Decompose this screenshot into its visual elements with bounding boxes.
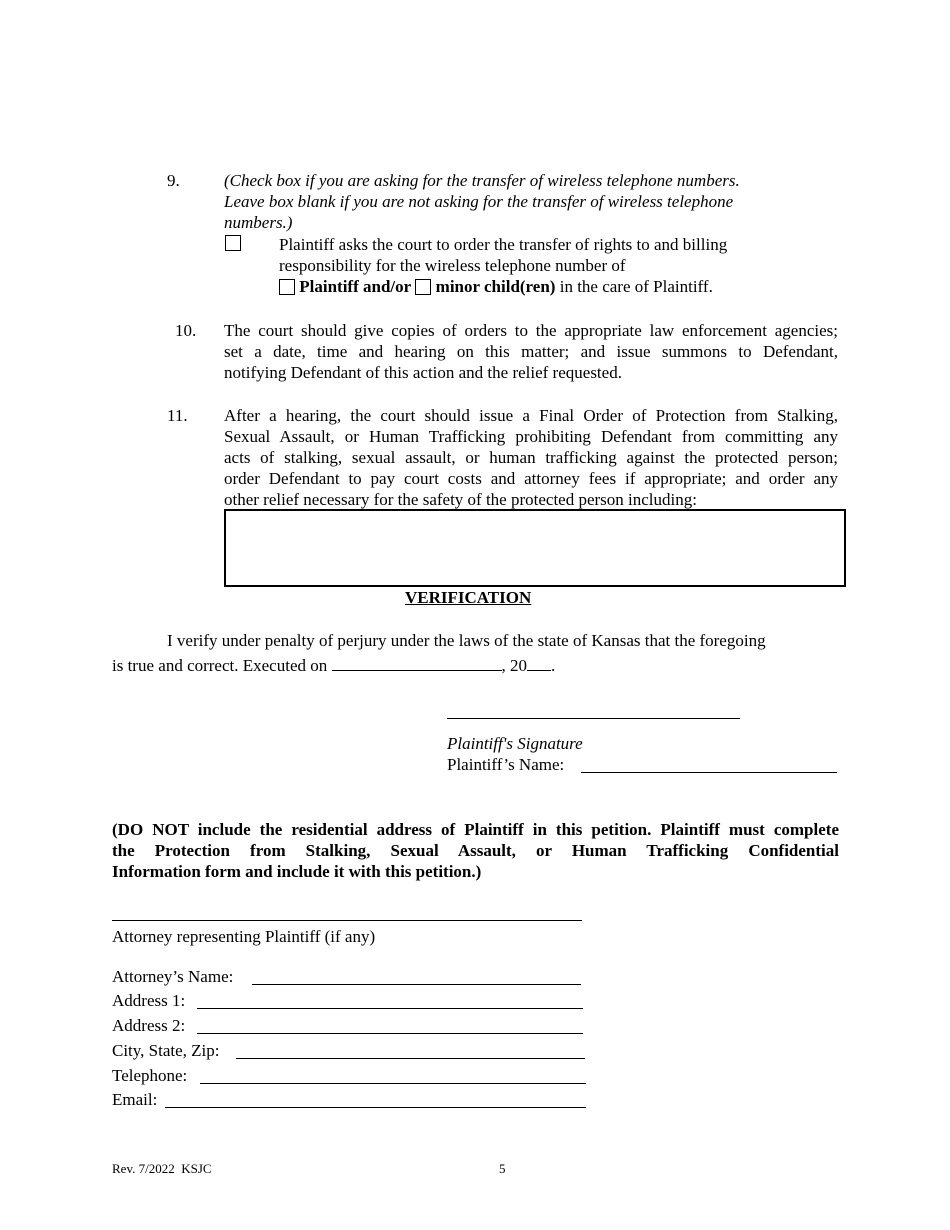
item-11-line: other relief necessary for the safety of the protected person including: [224, 490, 697, 509]
plaintiff-checkbox[interactable] [279, 279, 295, 295]
item-9-number: 9. [167, 171, 180, 190]
telephone-label: Telephone: [112, 1066, 188, 1085]
item-9-instruction-line: Leave box blank if you are not asking for the transfer of wireless telephone [224, 192, 734, 211]
signature-label: Plaintiff's Signature [447, 734, 583, 753]
item-10-number: 10. [175, 321, 197, 340]
telephone-field[interactable] [200, 1067, 586, 1084]
item-11-line: acts of stalking, sexual assault, or human trafficking against the protected person; [224, 448, 838, 467]
executed-year-field[interactable] [527, 655, 551, 671]
page-number: 5 [499, 1161, 506, 1176]
notice-line: (DO NOT include the residential address of Plaintiff in this petition. Plaintiff must complete [112, 820, 839, 839]
address2-label: Address 2: [112, 1016, 186, 1035]
verification-line-1: I verify under penalty of perjury under the laws of the state of Kansas that the foregoing [167, 631, 766, 650]
attorney-caption: Attorney representing Plaintiff (if any) [112, 927, 376, 946]
executed-date-field[interactable] [332, 655, 502, 671]
executed-on-label: is true and correct. Executed on [112, 656, 328, 675]
email-label: Email: [112, 1090, 158, 1109]
minor-children-checkbox[interactable] [415, 279, 431, 295]
notice-line: the Protection from Stalking, Sexual Assault, or Human Trafficking Confidential [112, 841, 839, 860]
address1-label: Address 1: [112, 991, 186, 1010]
option-suffix: in the care of Plaintiff. [559, 277, 713, 296]
attorney-name-label: Attorney’s Name: [112, 967, 234, 986]
item-11-line: Sexual Assault, or Human Trafficking prohibiting Defendant from committing any [224, 427, 838, 446]
item-10-line: notifying Defendant of this action and the relief requested. [224, 363, 622, 382]
city-state-zip-field[interactable] [236, 1042, 585, 1059]
item-11-text [224, 405, 838, 510]
address1-field[interactable] [197, 992, 583, 1009]
item-11-line: order Defendant to pay court costs and attorney fees if appropriate; and order any [224, 469, 838, 488]
plaintiff-name-field[interactable] [581, 756, 837, 773]
item-11-number: 11. [167, 406, 188, 425]
email-field[interactable] [165, 1091, 586, 1108]
other-relief-textbox[interactable] [224, 509, 846, 587]
item-9-instruction-line: numbers.) [224, 213, 293, 232]
item-10-line: The court should give copies of orders to the appropriate law enforcement agencies; [224, 321, 838, 340]
item-9-instruction [224, 170, 838, 233]
item-10-text [224, 320, 838, 383]
item-11-line: After a hearing, the court should issue a Final Order of Protection from Stalking, [224, 406, 838, 425]
item-9-request [279, 234, 839, 297]
attorney-signature-line[interactable] [112, 920, 582, 921]
address2-field[interactable] [197, 1017, 583, 1034]
item-9-request-line: Plaintiff asks the court to order the transfer of rights to and billing [279, 235, 728, 254]
wireless-transfer-checkbox[interactable] [225, 235, 241, 251]
revision-footer: Rev. 7/2022 KSJC [112, 1161, 212, 1176]
confidential-notice [112, 819, 839, 882]
year-prefix: , 20 [501, 656, 527, 675]
plaintiff-option-label: Plaintiff and/or [299, 277, 412, 296]
item-9-request-line: responsibility for the wireless telephone number of [279, 256, 626, 275]
item-9-instruction-line: (Check box if you are asking for the transfer of wireless telephone numbers. [224, 171, 740, 190]
item-9-options [279, 276, 839, 297]
verification-heading: VERIFICATION [405, 588, 532, 607]
item-10-line: set a date, time and hearing on this matter; and issue summons to Defendant, [224, 342, 838, 361]
period: . [551, 656, 556, 675]
verification-line-2 [112, 655, 555, 676]
signature-line[interactable] [447, 718, 740, 719]
notice-line: Information form and include it with this petition.) [112, 862, 482, 881]
city-state-zip-label: City, State, Zip: [112, 1041, 220, 1060]
attorney-name-field[interactable] [252, 968, 581, 985]
minor-children-option-label: minor child(ren) [435, 277, 556, 296]
plaintiff-name-label: Plaintiff’s Name: [447, 755, 565, 774]
